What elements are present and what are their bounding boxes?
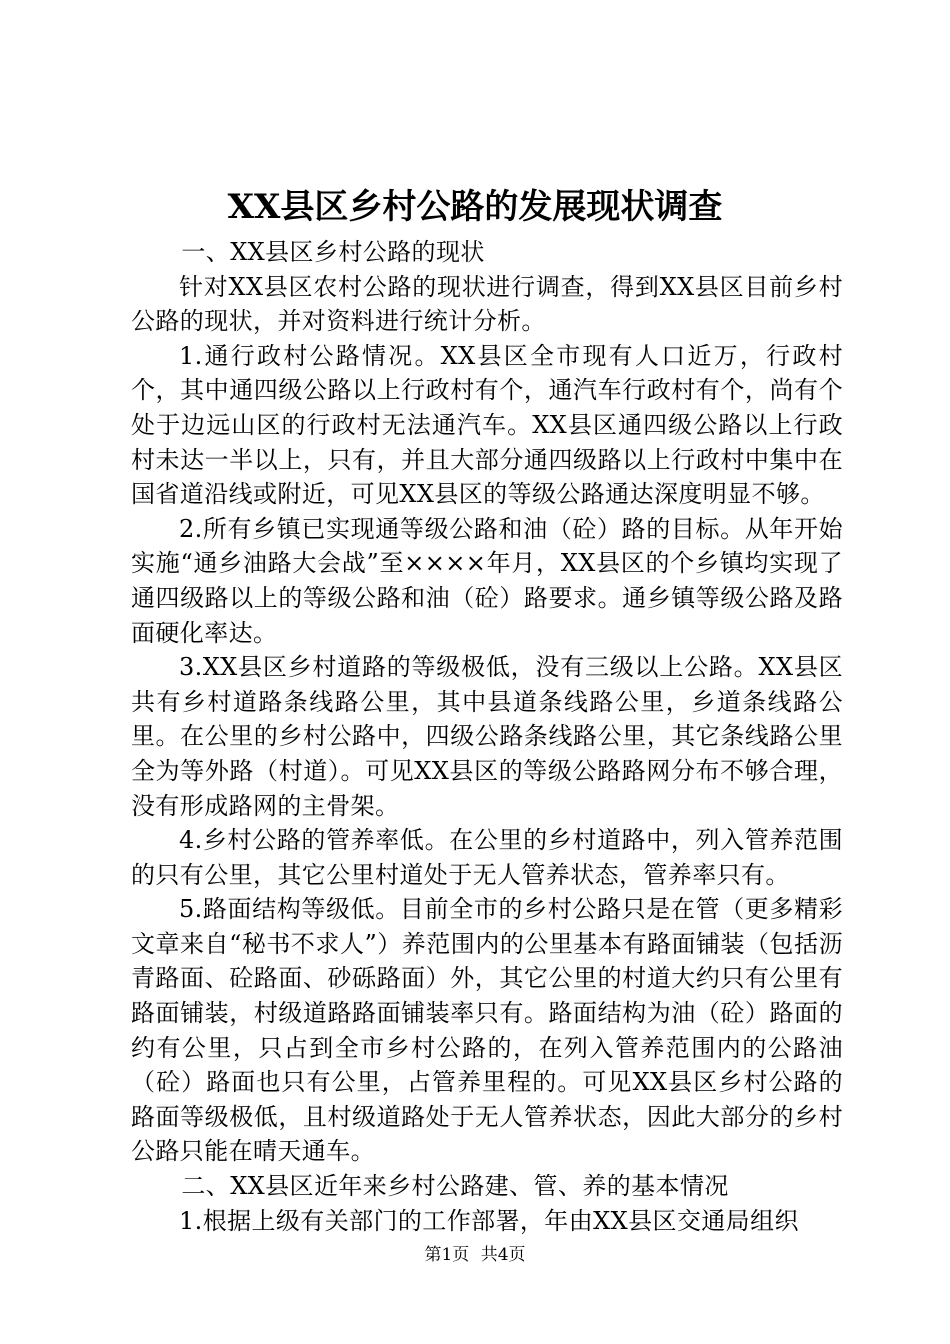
paragraph-item-4: 4.乡村公路的管养率低。在公里的乡村道路中，列入管养范围的只有公里，其它公里村道处于无人管养状态，管养率只有。 [131,826,843,889]
paragraph-intro: 针对XX县区农村公路的现状进行调查，得到XX县区目前乡村公路的现状，并对资料进行统计分析。 [131,272,843,336]
document-body [131,235,843,1238]
page-number-current: 第1页 [424,1245,470,1265]
paragraph-item-5: 5.路面结构等级低。目前全市的乡村公路只是在管（更多精彩文章来自“秘书不求人”）养范围内的公里基本有路面铺装（包括沥青路面、砼路面、砂砾路面）外，其它公里的村道大约只有公里有路面铺装，村级道路路面铺装率只有。路面结构为油（砼）路面的约有公里，只占到全市乡村公路的，在列入管养范围内的公路油（砼）路面也只有公里，占管养里程的。可见XX县区乡村公路的路面等级极低，且村级道路处于无人管养状态，因此大部分的乡村公路只能在晴天通车。 [131,895,843,1166]
section-heading-2: 二、XX县区近年来乡村公路建、管、养的基本情况 [181,1172,729,1201]
paragraph-item-3: 3.XX县区乡村道路的等级极低，没有三级以上公路。XX县区共有乡村道路条线路公里，其中县道条线路公里，乡道条线路公里。在公里的乡村公路中，四级公路条线路公里，其它条线路公里全为等外路（村道）。可见XX县区的等级公路路网分布不够合理，没有形成路网的主骨架。 [131,653,843,820]
document-title: XX县区乡村公路的发展现状调查 [227,187,723,227]
paragraph-item-2: 2.所有乡镇已实现通等级公路和油（砼）路的目标。从年开始实施“通乡油路大会战”至××××年月，XX县区的个乡镇均实现了通四级路以上的等级公路和油（砼）路要求。通乡镇等级公路及路面硬化率达。 [131,514,843,647]
paragraph-section2-item-1: 1.根据上级有关部门的工作部署，年由XX县区交通局组织 [179,1206,799,1235]
page-footer [0,1243,950,1267]
paragraph-item-1: 1.通行政村公路情况。XX县区全市现有人口近万，行政村个，其中通四级公路以上行政村有个，通汽车行政村有个，尚有个处于边远山区的行政村无法通汽车。XX县区通四级公路以上行政村未达一半以上，只有，并且大部分通四级路以上行政村中集中在国省道沿线或附近，可见XX县区的等级公路通达深度明显不够。 [131,341,843,509]
page-number-total: 共4页 [480,1245,526,1265]
section-heading-1: 一、XX县区乡村公路的现状 [181,238,485,266]
